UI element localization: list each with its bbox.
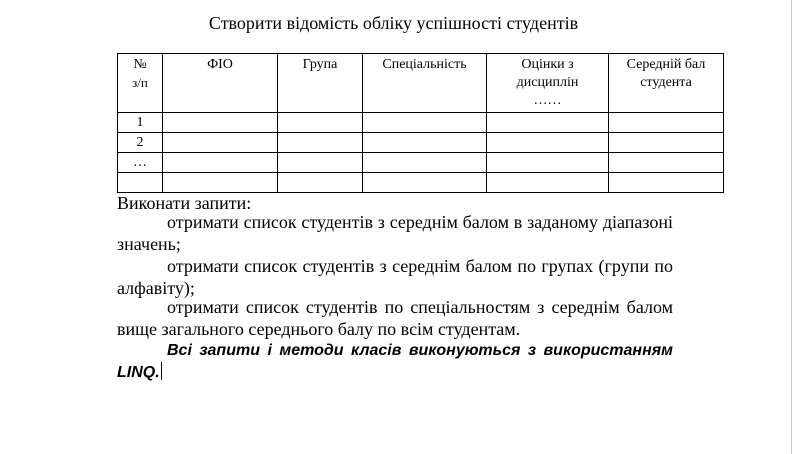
row-number: 1 [118,113,163,133]
paragraph-query-3: отримати список студентів по спеціальностям з середнім балом вище загального середнього балу по всім студентам. [117,297,673,339]
header-group: Група [278,54,363,113]
cell-group [278,133,363,153]
cell-specialty [363,133,487,153]
cell-grades [487,133,609,153]
row-number: 2 [118,133,163,153]
cell-fio [163,173,278,193]
header-grades-line2: дисциплін [516,75,579,90]
cell-grades [487,153,609,173]
page-edge [791,0,792,454]
header-number-abbr: з/п [132,75,148,90]
table-row [118,133,724,153]
paragraph-note-text: Всі запити і методи класів виконуються з використанням LINQ. [117,342,673,381]
header-average-line1: Середній бал [626,57,706,72]
paragraph-intro: Виконати запити: [117,193,252,213]
cell-group [278,153,363,173]
cell-specialty [363,113,487,133]
cell-fio [163,113,278,133]
header-number [118,54,163,113]
table-header-row [118,54,724,113]
table-row [118,153,724,173]
cell-grades [487,113,609,133]
cell-average [609,153,724,173]
paragraph-query-1: отримати список студентів з середнім балом в заданому діапазоні значень; [117,212,673,254]
header-average [609,54,724,113]
table-row [118,173,724,193]
cell-specialty [363,153,487,173]
paragraph-query-2: отримати список студентів з середнім балом по групах (групи по алфавіту); [117,256,673,298]
cell-fio [163,133,278,153]
header-number-symbol: № [133,57,147,72]
cell-specialty [363,173,487,193]
text-cursor [161,362,162,380]
header-fio: ФІО [163,54,278,113]
table-row [118,113,724,133]
header-specialty: Спеціальність [363,54,487,113]
header-average-line2: студента [640,75,692,90]
cell-grades [487,173,609,193]
cell-average [609,173,724,193]
student-table [117,53,724,193]
cell-average [609,133,724,153]
header-grades-line1: Оцінки з [521,57,574,72]
cell-group [278,173,363,193]
header-grades [487,54,609,113]
cell-group [278,113,363,133]
cell-average [609,113,724,133]
row-number [118,173,163,193]
paragraph-note[interactable] [117,340,673,384]
row-number: … [118,153,163,173]
header-grades-line3: …… [533,93,562,108]
cell-fio [163,153,278,173]
document-title: Створити відомість обліку успішності студентів [208,13,579,33]
